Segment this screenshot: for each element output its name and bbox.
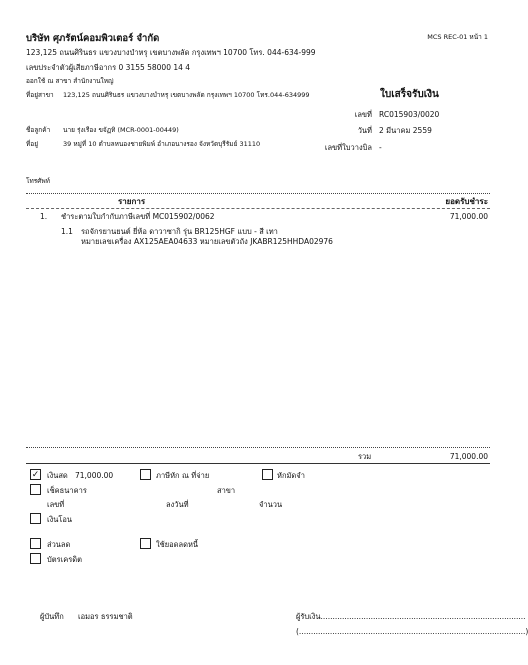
recorder-label: ผู้บันทึก (40, 612, 64, 621)
withholding-tax-checkbox[interactable] (140, 469, 151, 480)
row-amount: 71,000.00 (449, 212, 488, 221)
bill-number: - (379, 143, 382, 152)
cheque-amount-label: จำนวน (259, 500, 283, 509)
credit-note-label: ใช้ยอดลดหนี้ (156, 540, 199, 549)
row-description: ชำระตามใบกำกับภาษีเลขที่ MC015902/0062 (61, 212, 215, 221)
receipt-date: 2 มีนาคม 2559 (379, 126, 432, 135)
receipt-title: ใบเสร็จรับเงิน (380, 89, 439, 100)
customer-address-label: ที่อยู่ (26, 140, 38, 148)
transfer-checkbox[interactable] (30, 513, 41, 524)
company-address: 123,125 ถนนศิรินธร แขวงบางบำหรุ เขตบางพลัด กรุงเทพฯ 10700 โทร. 044-634-999 (26, 48, 316, 57)
customer-address: 39 หมู่ที่ 10 ตำบลหนองชายพิมพ์ อำเภอนางรอง จังหวัดบุรีรัมย์ 31110 (63, 140, 261, 148)
column-header-items: รายการ (118, 197, 146, 206)
deposit-label: หักมัดจำ (277, 471, 305, 480)
discount-label: ส่วนลด (47, 540, 71, 549)
subrow-engine-chassis: หมายเลขเครื่อง AX125AEA04633 หมายเลขตัวถัง JKABR125HHDA02976 (81, 237, 333, 246)
receiver-name-line: (...............................................................................................) (296, 627, 528, 636)
transfer-label: เงินโอน (47, 515, 73, 524)
table-top-rule (26, 193, 490, 194)
credit-note-checkbox[interactable] (140, 538, 151, 549)
receipt-date-label: วันที่ (357, 126, 372, 135)
company-name: บริษัท ศุภรัตน์คอมพิวเตอร์ จำกัด (26, 33, 160, 44)
total-label: รวม (358, 452, 372, 461)
subrow-vehicle: รถจักรยานยนต์ ยี่ห้อ ดาวาซากิ รุ่น BR125HGF แบบ - สี เทา (81, 227, 278, 236)
receipt-number: RC015903/0020 (379, 110, 440, 119)
withholding-tax-label: ภาษีหัก ณ ที่จ่าย (156, 471, 210, 480)
cash-checkbox[interactable]: ✓ (31, 470, 40, 480)
cash-label: เงินสด (47, 471, 68, 480)
cheque-number-label: เลขที่ (47, 500, 65, 509)
branch-address-label: ที่อยู่สาขา (26, 91, 54, 99)
recorder-name: เอมอร ธรรมชาติ (78, 612, 133, 621)
cheque-label: เช็คธนาคาร (47, 486, 87, 495)
cash-amount: 71,000.00 (75, 471, 114, 480)
receiver-signature-line: ผู้รับเงิน...................................................................................... (296, 612, 526, 621)
row-number: 1. (40, 212, 48, 221)
table-bottom-rule (26, 447, 490, 448)
customer-phone-label: โทรศัพท์ (26, 177, 50, 185)
bill-number-label: เลขที่ใบวางบิล (324, 143, 372, 152)
branch-address: 123,125 ถนนศิรินธร แขวงบางบำหรุ เขตบางพลัด กรุงเทพฯ 10700 โทร.044-634999 (63, 91, 310, 99)
discount-checkbox[interactable] (30, 538, 41, 549)
credit-card-checkbox[interactable] (30, 553, 41, 564)
deposit-checkbox[interactable] (262, 469, 273, 480)
credit-card-label: บัตรเครดิต (47, 555, 83, 564)
receipt-number-label: เลขที่ (354, 110, 372, 119)
total-rule (26, 463, 490, 464)
tax-id: เลขประจำตัวผู้เสียภาษีอากร 0 3155 58000 14 4 (26, 63, 191, 72)
cheque-date-label: ลงวันที่ (166, 500, 189, 509)
table-header-rule (26, 208, 490, 209)
issued-branch: ออกใช้ ณ สาขา สำนักงานใหญ่ (26, 77, 114, 85)
column-header-amount: ยอดรับชำระ (445, 197, 488, 206)
document-code: MCS REC-01 หน้า 1 (427, 33, 488, 41)
customer-name-label: ชื่อลูกค้า (26, 126, 51, 134)
customer-name: นาย รุ่งเรือง ขจัฏทิ (MCR-0001-00449) (63, 126, 179, 134)
cheque-branch-label: สาขา (217, 486, 236, 495)
subrow-number: 1.1 (61, 227, 73, 236)
cheque-checkbox[interactable] (30, 484, 41, 495)
total-amount: 71,000.00 (449, 452, 488, 461)
